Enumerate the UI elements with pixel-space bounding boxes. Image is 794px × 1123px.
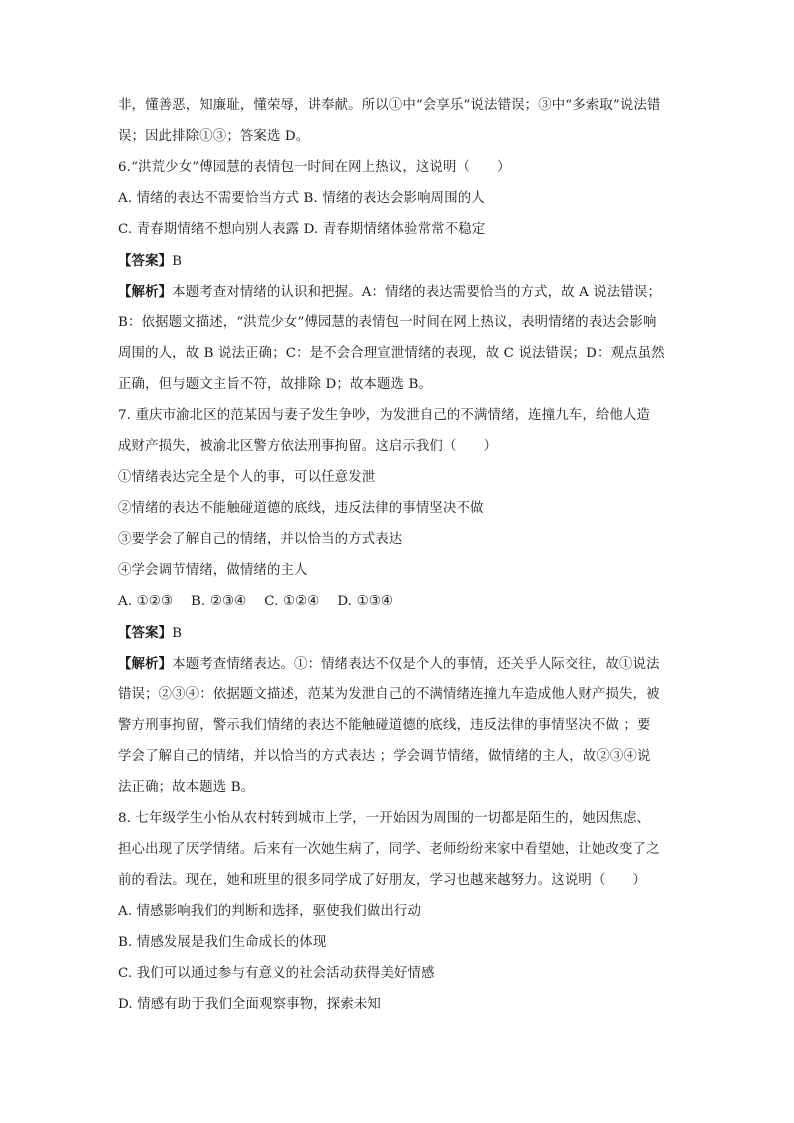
question-8-option-d: D. 情感有助于我们全面观察事物，探索未知 <box>118 997 381 1012</box>
question-7-statement: ①情绪表达完全是个人的事，可以任意发泄 <box>118 470 376 485</box>
text-line: 学会了解自己的情绪，并以恰当的方式表达 ；学会调节情绪，做情绪的主人，故②③④说 <box>118 749 651 764</box>
answer-6 <box>118 252 182 271</box>
analysis-text: 本题考查对情绪的认识和把握。A：情绪的表达需要恰当的方式，故 A 说法错误； <box>172 285 662 300</box>
analysis-text: 本题考查情绪表达。①：情绪表达不仅是个人的事情，还关乎人际交往，故①说法 <box>172 657 660 672</box>
question-6-options-ab: A. 情绪的表达不需要恰当方式 B. 情绪的表达会影响周围的人 <box>118 191 485 206</box>
text-line: 正确，但与题文主旨不符，故排除 D；故本题选 B。 <box>118 377 433 392</box>
question-7-options: A. ①②③ B. ②③④ C. ①②④ D. ①③④ <box>118 594 394 609</box>
text-line: B：依据题文描述，“洪荒少女”傅园慧的表情包一时间在网上热议，表明情绪的表达会影响 <box>118 315 657 330</box>
question-6-options-cd: C. 青春期情绪不想向别人表露 D. 青春期情绪体验常常不稳定 <box>118 222 486 237</box>
text-line: 非，懂善恶，知廉耻，懂荣辱，讲奉献。所以①中“会享乐”说法错误；③中“多索取”说法错 <box>118 98 661 113</box>
analysis-6 <box>118 283 661 302</box>
question-8-option-b: B. 情感发展是我们生命成长的体现 <box>118 935 327 950</box>
question-7-statement: ②情绪的表达不能触碰道德的底线，违反法律的事情坚决不做 <box>118 501 484 516</box>
question-8-stem: 担心出现了厌学情绪。后来有一次她生病了，同学、老师纷纷来家中看望她，让她改变了之 <box>118 842 660 857</box>
analysis-7 <box>118 655 660 674</box>
answer-7 <box>118 624 182 643</box>
question-6-stem: 6.“洪荒少女”傅园慧的表情包一时间在网上热议，这说明（ ） <box>118 160 511 175</box>
answer-value: B <box>172 626 183 641</box>
text-line: 错误；②③④：依据题文描述，范某为发泄自己的不满情绪连撞九车造成他人财产损失，被 <box>118 687 660 702</box>
question-7-statement: ④学会调节情绪，做情绪的主人 <box>118 563 308 578</box>
question-8-stem: 前的看法。现在，她和班里的很多同学成了好朋友，学习也越来越努力。这说明（ ） <box>118 873 647 888</box>
analysis-tag: 【解析】 <box>118 284 173 300</box>
analysis-tag: 【解析】 <box>118 656 173 672</box>
answer-tag: 【答案】 <box>118 625 173 641</box>
question-7-stem: 7. 重庆市渝北区的范某因与妻子发生争吵，为发泄自己的不满情绪，连撞九车，给他人造 <box>118 408 651 423</box>
answer-value: B <box>172 254 183 269</box>
question-8-stem: 8. 七年级学生小怡从农村转到城市上学，一开始因为周围的一切都是陌生的，她因焦虑、 <box>118 811 651 826</box>
question-8-option-a: A. 情感影响我们的判断和选择，驱使我们做出行动 <box>118 904 421 919</box>
text-line: 周围的人，故 B 说法正确；C：是不会合理宣泄情绪的表现，故 C 说法错误；D：观点虽然 <box>118 346 665 361</box>
question-8-option-c: C. 我们可以通过参与有意义的社会活动获得美好情感 <box>118 966 435 981</box>
question-7-statement: ③要学会了解自己的情绪，并以恰当的方式表达 <box>118 532 403 547</box>
text-line: 警方刑事拘留，警示我们情绪的表达不能触碰道德的底线，违反法律的事情坚决不做 ；要 <box>118 718 651 733</box>
question-7-stem: 成财产损失，被渝北区警方依法刑事拘留。这启示我们（ ） <box>118 439 498 454</box>
text-line: 法正确；故本题选 B。 <box>118 780 255 795</box>
answer-tag: 【答案】 <box>118 253 173 269</box>
text-line: 误；因此排除①③；答案选 D。 <box>118 129 310 144</box>
